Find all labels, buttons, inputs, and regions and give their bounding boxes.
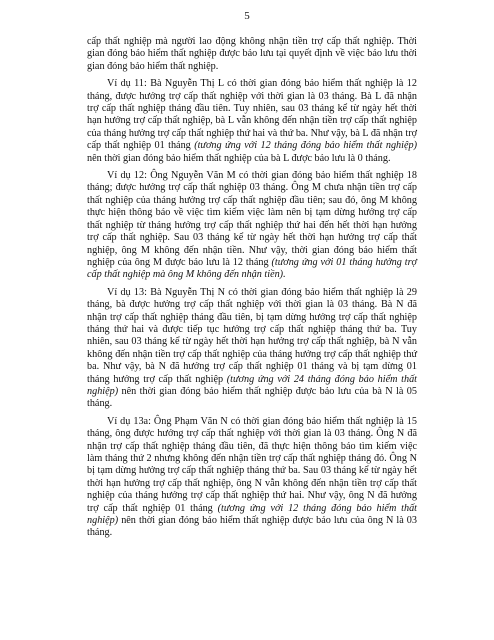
paragraph-italic-note: (tương ứng với 01 tháng hưởng trợ cấp thất nghiệp mà ông M không đến nhận tiền). xyxy=(87,256,417,281)
paragraph-text: Ví dụ 13a: Ông Phạm Văn N có thời gian đóng bảo hiểm thất nghiệp là 15 tháng, ông được hưởng trợ cấp thất nghiệp với thời gian là 03 tháng. Ông N đã nhận trợ cấp thất nghiệp tháng đầu tiên, đã thực hiện thông báo tìm kiếm việc làm tháng thứ 2 nhưng không đến nhận tiền trợ cấp thất nghiệp tháng đó. Ông N bị tạm dừng hưởng trợ cấp thất nghiệp tháng thứ ba. Sau 03 tháng kể từ ngày hết thời hạn hưởng trợ cấp thất nghiệp, ông N vẫn không đến nhận tiền trợ cấp thất nghiệp của tháng hưởng trợ cấp thất nghiệp thứ hai. Như vậy, ông N đã hưởng trợ cấp thất nghiệp 01 tháng xyxy=(87,415,417,514)
paragraph-text: cấp thất nghiệp mà người lao động không nhận tiền trợ cấp thất nghiệp. Thời gian đóng bảo hiểm thất nghiệp được bảo lưu tại quyết định về việc bảo lưu thời gian đóng bảo hiểm thất nghiệp. xyxy=(87,36,417,72)
paragraph-continuation xyxy=(87,36,417,73)
document-body xyxy=(87,36,417,545)
paragraph-text-tail: nên thời gian đóng bảo hiểm thất nghiệp được bảo lưu của ông N là 03 tháng. xyxy=(87,515,417,539)
paragraph-example-12 xyxy=(87,170,417,282)
page-number: 5 xyxy=(244,10,250,22)
paragraph-text: Ví dụ 13: Bà Nguyễn Thị N có thời gian đóng bảo hiểm thất nghiệp là 29 tháng, bà được hưởng trợ cấp thất nghiệp với thời gian là 03 tháng. Bà N đã nhận trợ cấp thất nghiệp tháng đầu tiên, bị tạm dừng hưởng trợ cấp thất nghiệp tháng thứ hai và được tiếp tục hưởng trợ cấp thất nghiệp tháng thứ ba. Tuy nhiên, sau 03 tháng kể từ ngày hết thời hạn hưởng trợ cấp thất nghiệp, bà N vẫn không đến nhận tiền trợ cấp thất nghiệp của tháng hưởng trợ cấp thất nghiệp thứ ba. Như vậy, bà N đã hưởng trợ cấp thất nghiệp 01 tháng và bị tạm dừng 01 tháng hưởng trợ cấp thất nghiệp xyxy=(87,286,417,385)
paragraph-italic-note: (tương ứng với 12 tháng đóng bảo hiểm thất nghiệp) xyxy=(87,502,417,527)
paragraph-example-13a xyxy=(87,416,417,540)
paragraph-italic-note: (tương ứng với 24 tháng đóng bảo hiểm thất nghiệp) xyxy=(87,373,418,397)
paragraph-text-tail: nên thời gian đóng bảo hiểm thất nghiệp được bảo lưu của bà N là 05 tháng. xyxy=(87,385,417,410)
paragraph-italic-note: (tương ứng với 12 tháng đóng bảo hiểm thất nghiệp) xyxy=(194,140,417,152)
paragraph-text: Ví dụ 11: Bà Nguyễn Thị L có thời gian đóng bảo hiểm thất nghiệp là 12 tháng, được hưởng trợ cấp thất nghiệp với thời gian là 03 tháng. Bà L đã nhận trợ cấp thất nghiệp tháng đầu tiên. Tuy nhiên, sau 03 tháng kể từ ngày hết thời hạn hưởng trợ cấp thất nghiệp, bà L vẫn không đến nhận tiền trợ cấp thất nghiệp của tháng hưởng trợ cấp thất nghiệp thứ hai và thứ ba. Như vậy, bà L đã nhận trợ cấp thất nghiệp 01 tháng xyxy=(87,78,417,152)
paragraph-text: Ví dụ 12: Ông Nguyễn Văn M có thời gian đóng bảo hiểm thất nghiệp 18 tháng; được hưởng trợ cấp thất nghiệp 03 tháng. Ông M chưa nhận tiền trợ cấp thất nghiệp của tháng hưởng trợ cấp thất nghiệp đầu tiên; sau đó, ông M không thực hiện thông báo về việc tìm kiếm việc làm nên bị tạm dừng hưởng trợ cấp thất nghiệp từ tháng hưởng trợ cấp thất nghiệp thứ hai đến hết thời hạn hưởng trợ cấp thất nghiệp. Sau 03 tháng kể từ ngày hết thời hạn hưởng trợ cấp thất nghiệp, ông M không đến nhận tiền. Như vậy, thời gian đóng bảo hiểm thất nghiệp của ông M được bảo lưu là 12 tháng xyxy=(87,170,417,268)
paragraph-example-11 xyxy=(87,78,417,165)
paragraph-example-13 xyxy=(87,287,417,411)
paragraph-text-tail: nên thời gian đóng bảo hiểm thất nghiệp của bà L được bảo lưu là 0 tháng. xyxy=(87,152,391,164)
